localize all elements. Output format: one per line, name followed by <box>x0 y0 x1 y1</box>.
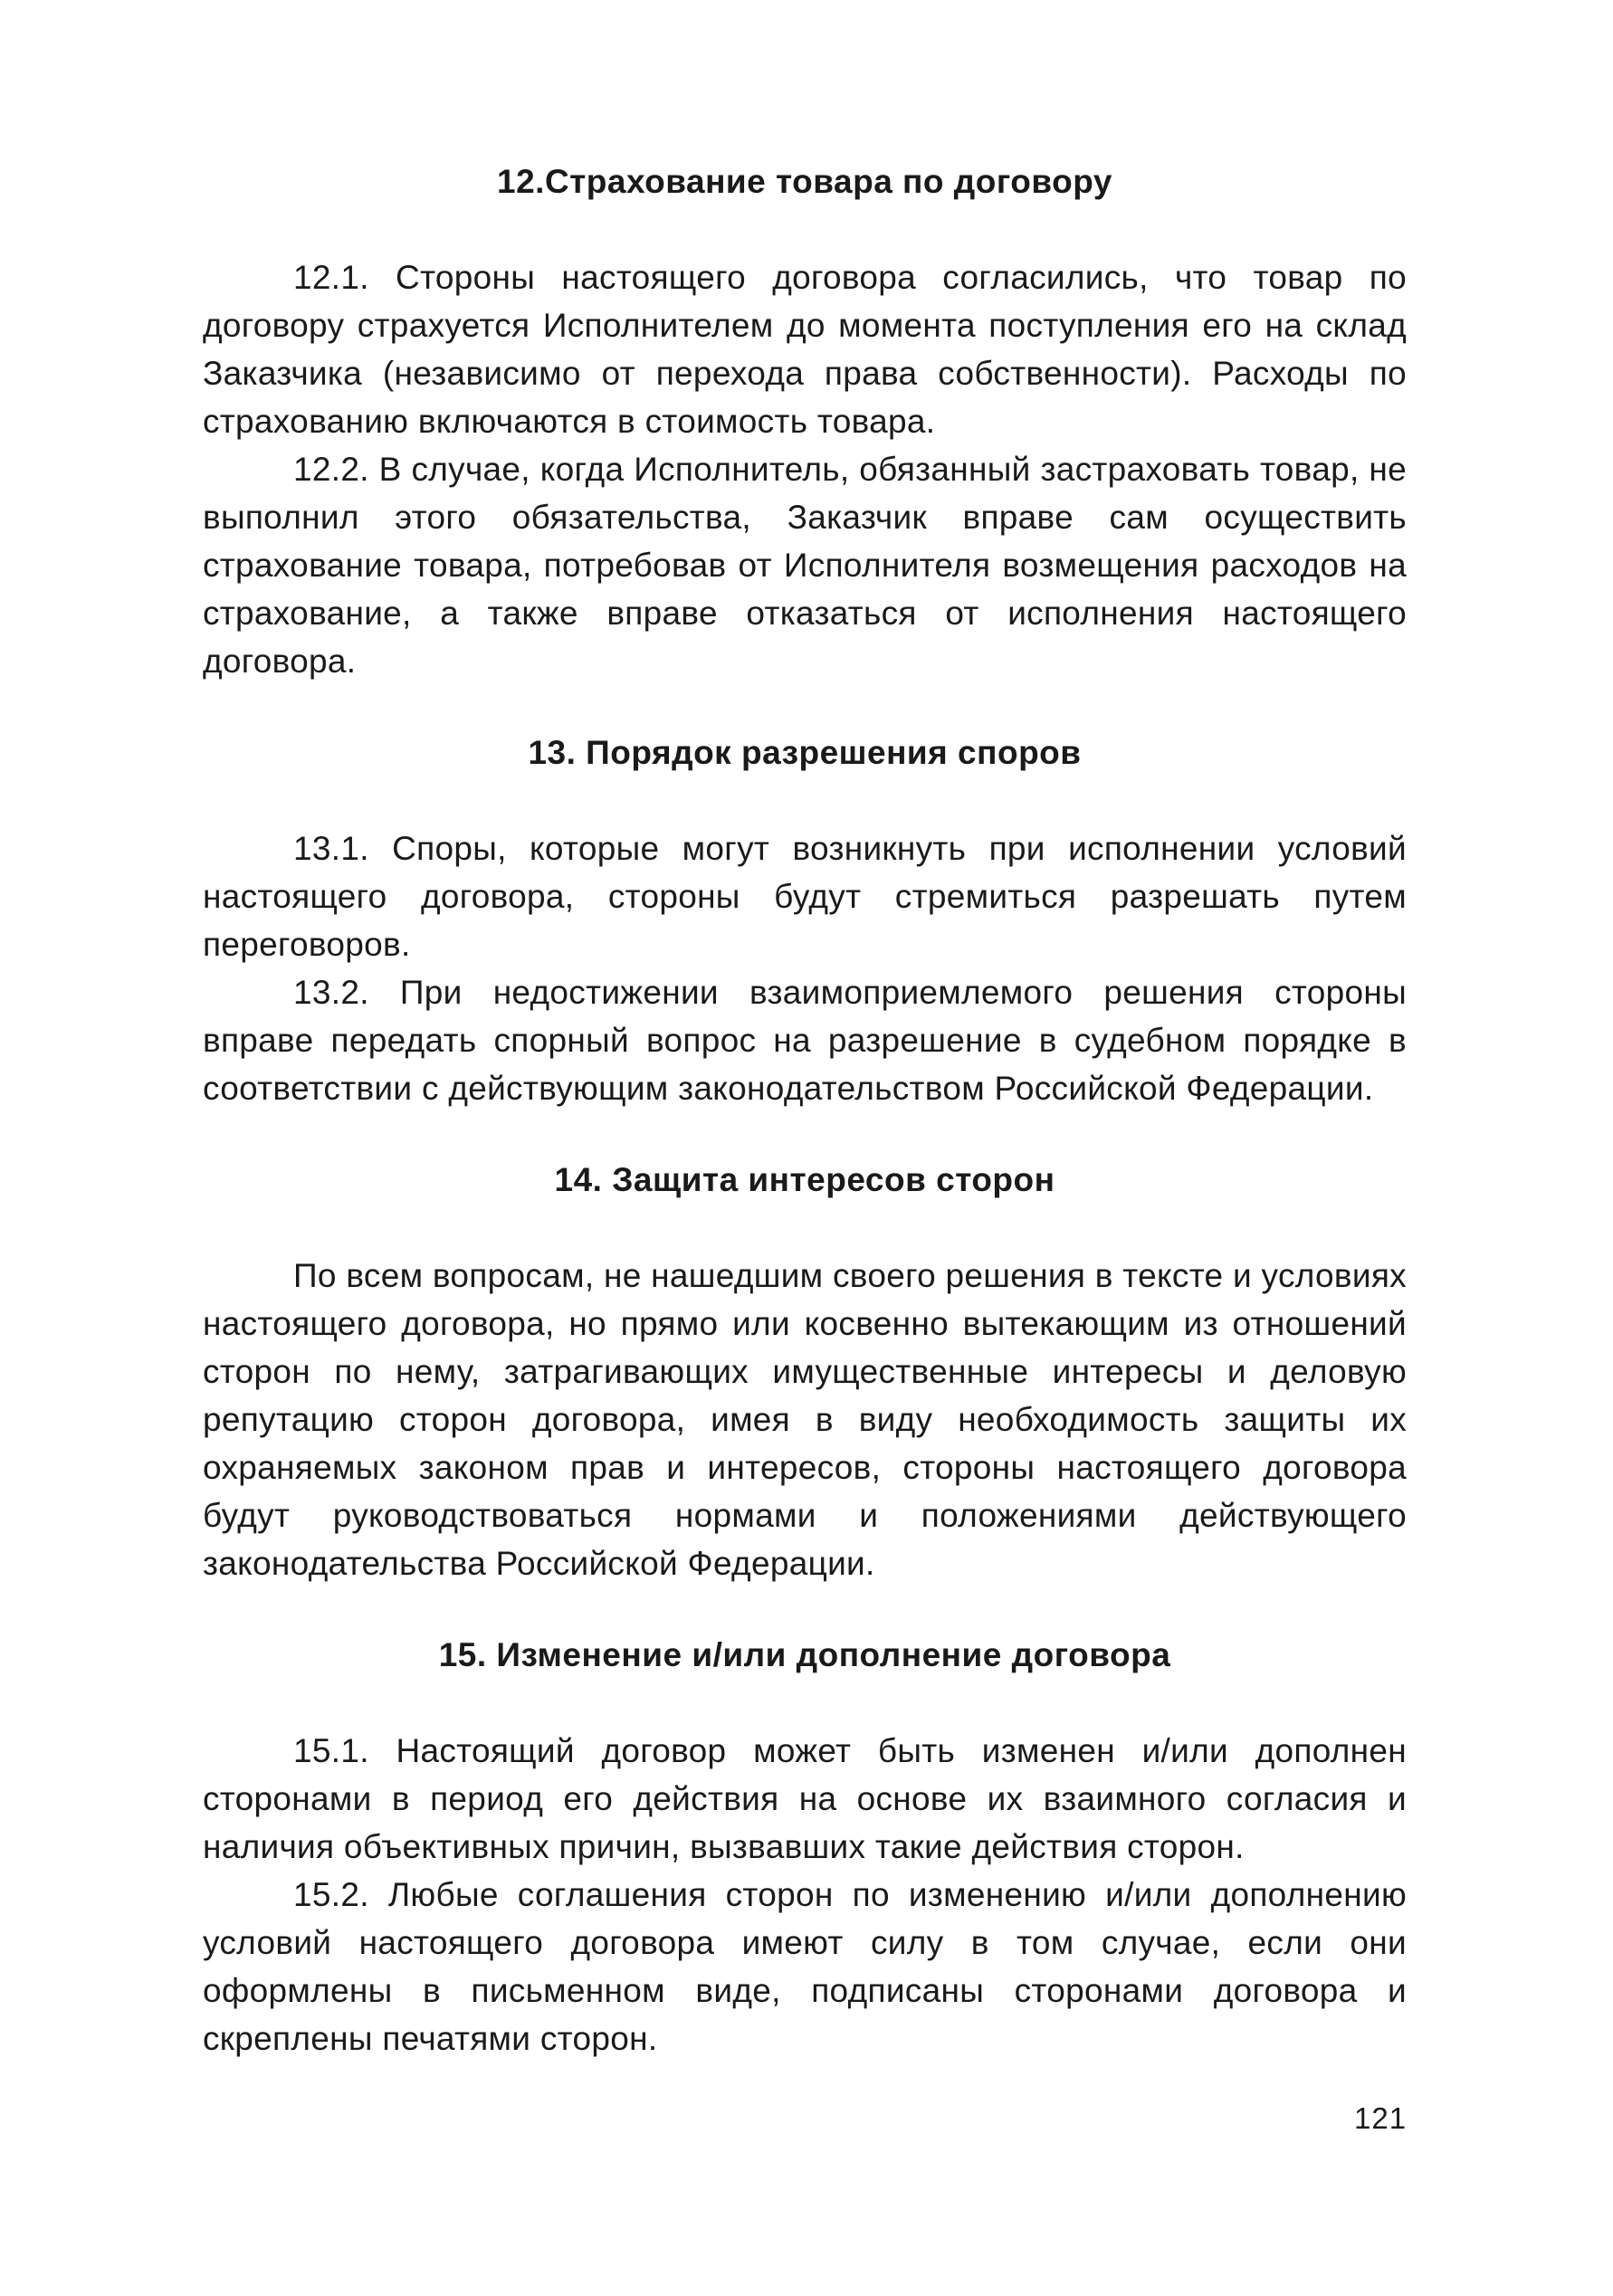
section-13 <box>203 734 1407 1112</box>
section-heading: 13. Порядок разрешения споров <box>528 734 1082 771</box>
paragraph: 12.1. Стороны настоящего договора согласились, что товар по договору страхуется Исполнителем до момента поступления его на склад Заказчика (независимо от перехода права собственности). Расходы по страхованию включаются в стоимость товара. <box>203 259 1407 440</box>
paragraph: 12.2. В случае, когда Исполнитель, обязанный застраховать товар, не выполнил этого обязательства, Заказчик вправе сам осуществить страхование товара, потребовав от Исполнителя возмещения расходов на страхование, а также вправе отказаться от исполнения настоящего договора. <box>203 451 1407 680</box>
section-14 <box>203 1161 1407 1587</box>
section-15 <box>203 1636 1407 2063</box>
section-heading: 15. Изменение и/или дополнение договора <box>438 1636 1171 1673</box>
paragraph: 15.1. Настоящий договор может быть изменен и/или дополнен сторонами в период его действия на основе их взаимного согласия и наличия объективных причин, вызвавших такие действия сторон. <box>203 1732 1407 1865</box>
page-number: 121 <box>1354 2101 1408 2135</box>
section-heading: 14. Защита интересов сторон <box>554 1161 1055 1198</box>
section-spacer <box>203 1587 1407 1636</box>
section-spacer <box>203 1112 1407 1161</box>
section-12 <box>203 163 1407 685</box>
paragraph: 13.2. При недостижении взаимоприемлемого решения стороны вправе передать спорный вопрос на разрешение в судебном порядке в соответствии с действующим законодательством Российской Федерации. <box>203 974 1407 1107</box>
section-heading: 12.Страхование товара по договору <box>497 163 1112 200</box>
paragraph: 13.1. Споры, которые могут возникнуть при исполнении условий настоящего договора, стороны будут стремиться разрешать путем переговоров. <box>203 830 1407 963</box>
paragraph: 15.2. Любые соглашения сторон по изменению и/или дополнению условий настоящего договора имеют силу в том случае, если они оформлены в письменном виде, подписаны сторонами договора и скреплены печатями сторон. <box>203 1876 1407 2057</box>
paragraph: По всем вопросам, не нашедшим своего решения в тексте и условиях настоящего договора, но прямо или косвенно вытекающим из отношений сторон по нему, затрагивающих имущественные интересы и деловую репутацию сторон договора, имея в виду необходимость защиты их охраняемых законом прав и интересов, стороны настоящего договора будут руководствоваться нормами и положениями действующего законодательства Российской Федерации. <box>203 1257 1407 1582</box>
section-spacer <box>203 685 1407 734</box>
document-page <box>203 163 1407 2063</box>
